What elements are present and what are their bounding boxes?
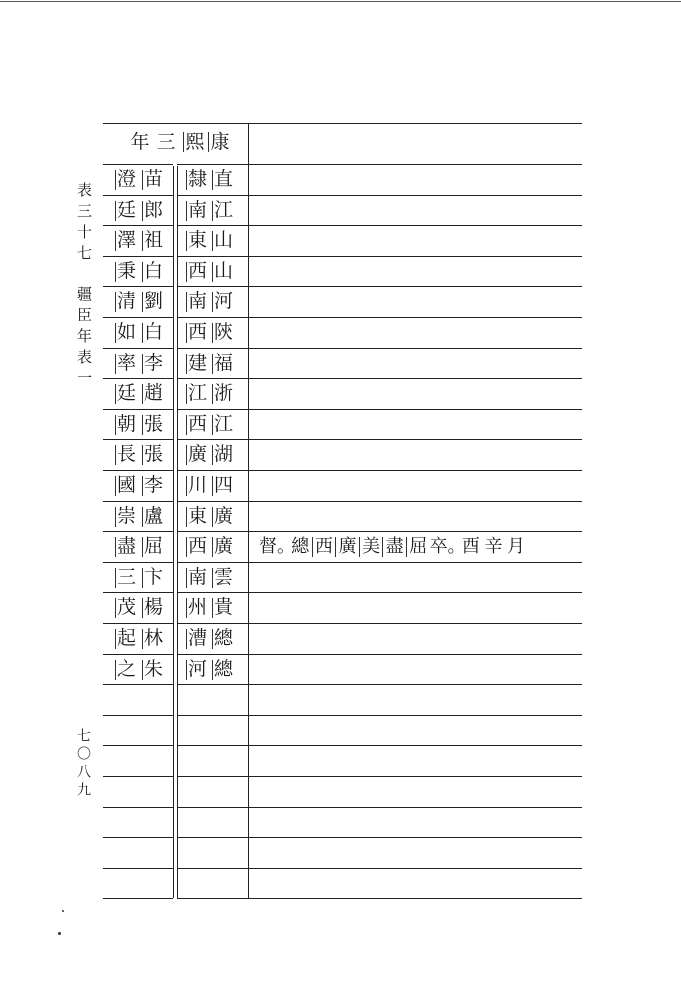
header-char: 三 [156, 131, 176, 153]
grid-hline-region-col [177, 195, 248, 196]
official-name-char: 趙 [143, 382, 163, 404]
margin-page-number: 七〇八九 [75, 728, 91, 800]
note-char: 辛 [484, 536, 503, 557]
region-char: 西 [187, 260, 207, 282]
grid-hline-name-col [103, 837, 173, 838]
grid-hline-name-col [103, 501, 173, 502]
grid-hline-top [103, 123, 582, 124]
grid-hline-name-col [103, 562, 173, 563]
region-char: 雲 [213, 566, 233, 588]
grid-hline-note-col [248, 531, 582, 532]
grid-hline-note-col [248, 776, 582, 777]
grid-hline-note-col [248, 592, 582, 593]
grid-vline-left [173, 166, 174, 898]
official-name-char: 張 [143, 413, 163, 435]
region-char: 山 [213, 260, 233, 282]
note-char: 廣 [335, 537, 359, 557]
region-char: 河 [187, 658, 207, 680]
header-char: 年 [130, 131, 150, 153]
grid-hline-region-col [177, 501, 248, 502]
grid-hline-name-col [103, 317, 173, 318]
region-char: 建 [187, 352, 207, 374]
region-char: 廣 [187, 443, 207, 465]
official-name-char: 李 [143, 474, 163, 496]
grid-hline-note-col [248, 439, 582, 440]
official-name-char: 郎 [143, 199, 163, 221]
grid-hline-note-col [248, 868, 582, 869]
grid-hline-note-col [248, 837, 582, 838]
grid-hline-region-col [177, 378, 248, 379]
region-char: 江 [213, 199, 233, 221]
grid-hline-region-col [177, 837, 248, 838]
grid-hline-note-col [248, 501, 582, 502]
grid-hline-note-col [248, 745, 582, 746]
grid-hline-name-col [103, 164, 173, 165]
note-char: 盡 [382, 537, 406, 557]
grid-hline-name-col [103, 654, 173, 655]
grid-hline-note-col [248, 684, 582, 685]
official-name-char: 率 [116, 352, 136, 374]
official-name-char: 澤 [116, 229, 136, 251]
grid-hline-region-col [177, 807, 248, 808]
grid-hline-region-col [177, 868, 248, 869]
grid-hline-name-col [103, 409, 173, 410]
grid-hline-note-col [248, 562, 582, 563]
grid-hline-note-col [248, 164, 582, 165]
margin-table-title: 疆臣年表一 [75, 286, 93, 391]
official-name-char: 祖 [143, 229, 163, 251]
region-char: 貴 [213, 596, 233, 618]
region-char: 福 [213, 352, 233, 374]
grid-hline-name-col [103, 256, 173, 257]
grid-hline-name-col [103, 348, 173, 349]
grid-hline-name-col [103, 776, 173, 777]
grid-hline-region-col [177, 225, 248, 226]
note-char: 屈 [406, 537, 430, 557]
note-char: 西 [312, 537, 336, 557]
grid-hline-name-col [103, 286, 173, 287]
official-name-char: 起 [116, 627, 136, 649]
official-name-char: 廷 [116, 199, 136, 221]
grid-hline-name-col [103, 439, 173, 440]
region-char: 浙 [213, 382, 233, 404]
grid-vline-right [248, 124, 249, 898]
row-note [259, 537, 527, 557]
grid-hline-note-col [248, 715, 582, 716]
note-char: 月 [507, 536, 526, 557]
grid-hline-name-col [103, 684, 173, 685]
official-name-char: 如 [116, 321, 136, 343]
grid-hline-region-col [177, 776, 248, 777]
region-char: 州 [187, 596, 207, 618]
grid-hline-note-col [248, 654, 582, 655]
official-name-char: 盡 [116, 535, 136, 557]
grid-hline-name-col [103, 807, 173, 808]
grid-hline-region-col [177, 623, 248, 624]
grid-hline-region-col [177, 592, 248, 593]
region-char: 總 [213, 658, 233, 680]
grid-hline-name-col [103, 592, 173, 593]
region-char: 東 [187, 505, 207, 527]
grid-hline-name-col [103, 225, 173, 226]
official-name-char: 張 [143, 443, 163, 465]
grid-hline-name-col [103, 195, 173, 196]
grid-hline-region-col [177, 654, 248, 655]
grid-hline-note-col [248, 286, 582, 287]
region-char: 廣 [213, 535, 233, 557]
official-name-char: 茂 [116, 596, 136, 618]
grid-hline-note-col [248, 348, 582, 349]
note-char: 美 [359, 537, 383, 557]
grid-hline-name-col [103, 378, 173, 379]
scan-speck [58, 932, 61, 935]
margin-section: 表三十七 [75, 182, 93, 266]
region-char: 川 [187, 474, 207, 496]
region-char: 江 [213, 413, 233, 435]
grid-hline-name-col [103, 868, 173, 869]
official-name-char: 長 [116, 443, 136, 465]
grid-hline-note-col [248, 470, 582, 471]
grid-hline-region-col [177, 348, 248, 349]
grid-hline-region-col [177, 409, 248, 410]
official-name-char: 盧 [143, 505, 163, 527]
region-char: 南 [187, 566, 207, 588]
grid-hline-note-col [248, 317, 582, 318]
region-char: 西 [187, 413, 207, 435]
official-name-char: 卞 [143, 566, 163, 588]
region-char: 山 [213, 229, 233, 251]
grid-hline-note-col [248, 807, 582, 808]
official-name-char: 屈 [143, 535, 163, 557]
grid-hline-region-col [177, 562, 248, 563]
header-char: 康 [208, 132, 231, 152]
official-name-char: 清 [116, 290, 136, 312]
grid-hline-region-col [177, 745, 248, 746]
grid-hline-note-col [248, 409, 582, 410]
grid-hline-note-col [248, 378, 582, 379]
region-char: 東 [187, 229, 207, 251]
region-char: 總 [213, 627, 233, 649]
region-char: 湖 [213, 443, 233, 465]
region-char: 南 [187, 290, 207, 312]
grid-hline-name-col [103, 898, 173, 899]
region-char: 南 [187, 199, 207, 221]
region-char: 西 [187, 535, 207, 557]
official-name-char: 白 [143, 321, 163, 343]
official-name-char: 秉 [116, 260, 136, 282]
region-char: 隸 [187, 168, 207, 190]
official-name-char: 苗 [143, 168, 163, 190]
grid-hline-note-col [248, 256, 582, 257]
grid-hline-region-col [177, 164, 248, 165]
grid-hline-name-col [103, 623, 173, 624]
grid-hline-region-col [177, 531, 248, 532]
grid-hline-region-col [177, 256, 248, 257]
official-name-char: 劉 [143, 290, 163, 312]
official-name-char: 朱 [143, 658, 163, 680]
region-char: 四 [213, 474, 233, 496]
grid-hline-note-col [248, 195, 582, 196]
grid-hline-name-col [103, 531, 173, 532]
region-char: 廣 [213, 505, 233, 527]
grid-hline-region-col [177, 715, 248, 716]
region-char: 陝 [213, 321, 233, 343]
official-name-char: 澄 [116, 168, 136, 190]
region-char: 河 [213, 290, 233, 312]
official-name-char: 白 [143, 260, 163, 282]
official-name-char: 林 [143, 627, 163, 649]
grid-hline-region-col [177, 470, 248, 471]
scan-speck [62, 910, 64, 912]
official-name-char: 李 [143, 352, 163, 374]
official-name-char: 崇 [116, 505, 136, 527]
grid-hline-region-col [177, 684, 248, 685]
official-name-char: 三 [116, 566, 136, 588]
grid-hline-region-col [177, 439, 248, 440]
grid-hline-name-col [103, 470, 173, 471]
official-name-char: 之 [116, 658, 136, 680]
grid-hline-region-col [177, 317, 248, 318]
grid-hline-note-col [248, 898, 582, 899]
header-char: 熙 [183, 132, 206, 152]
grid-hline-region-col [177, 286, 248, 287]
scan-top-edge [0, 1, 681, 2]
grid-hline-name-col [103, 715, 173, 716]
grid-hline-note-col [248, 225, 582, 226]
region-char: 直 [213, 168, 233, 190]
grid-hline-name-col [103, 745, 173, 746]
note-char: 卒。 [429, 536, 466, 557]
note-char: 督。 [259, 536, 295, 557]
region-char: 漕 [187, 627, 207, 649]
region-char: 西 [187, 321, 207, 343]
grid-hline-note-col [248, 623, 582, 624]
region-char: 江 [187, 382, 207, 404]
official-name-char: 楊 [143, 596, 163, 618]
official-name-char: 國 [116, 474, 136, 496]
official-name-char: 廷 [116, 382, 136, 404]
note-char: 總 [291, 536, 310, 557]
grid-vline-middle [177, 166, 178, 898]
official-name-char: 朝 [116, 413, 136, 435]
grid-hline-region-col [177, 898, 248, 899]
note-char: 酉 [461, 536, 480, 557]
